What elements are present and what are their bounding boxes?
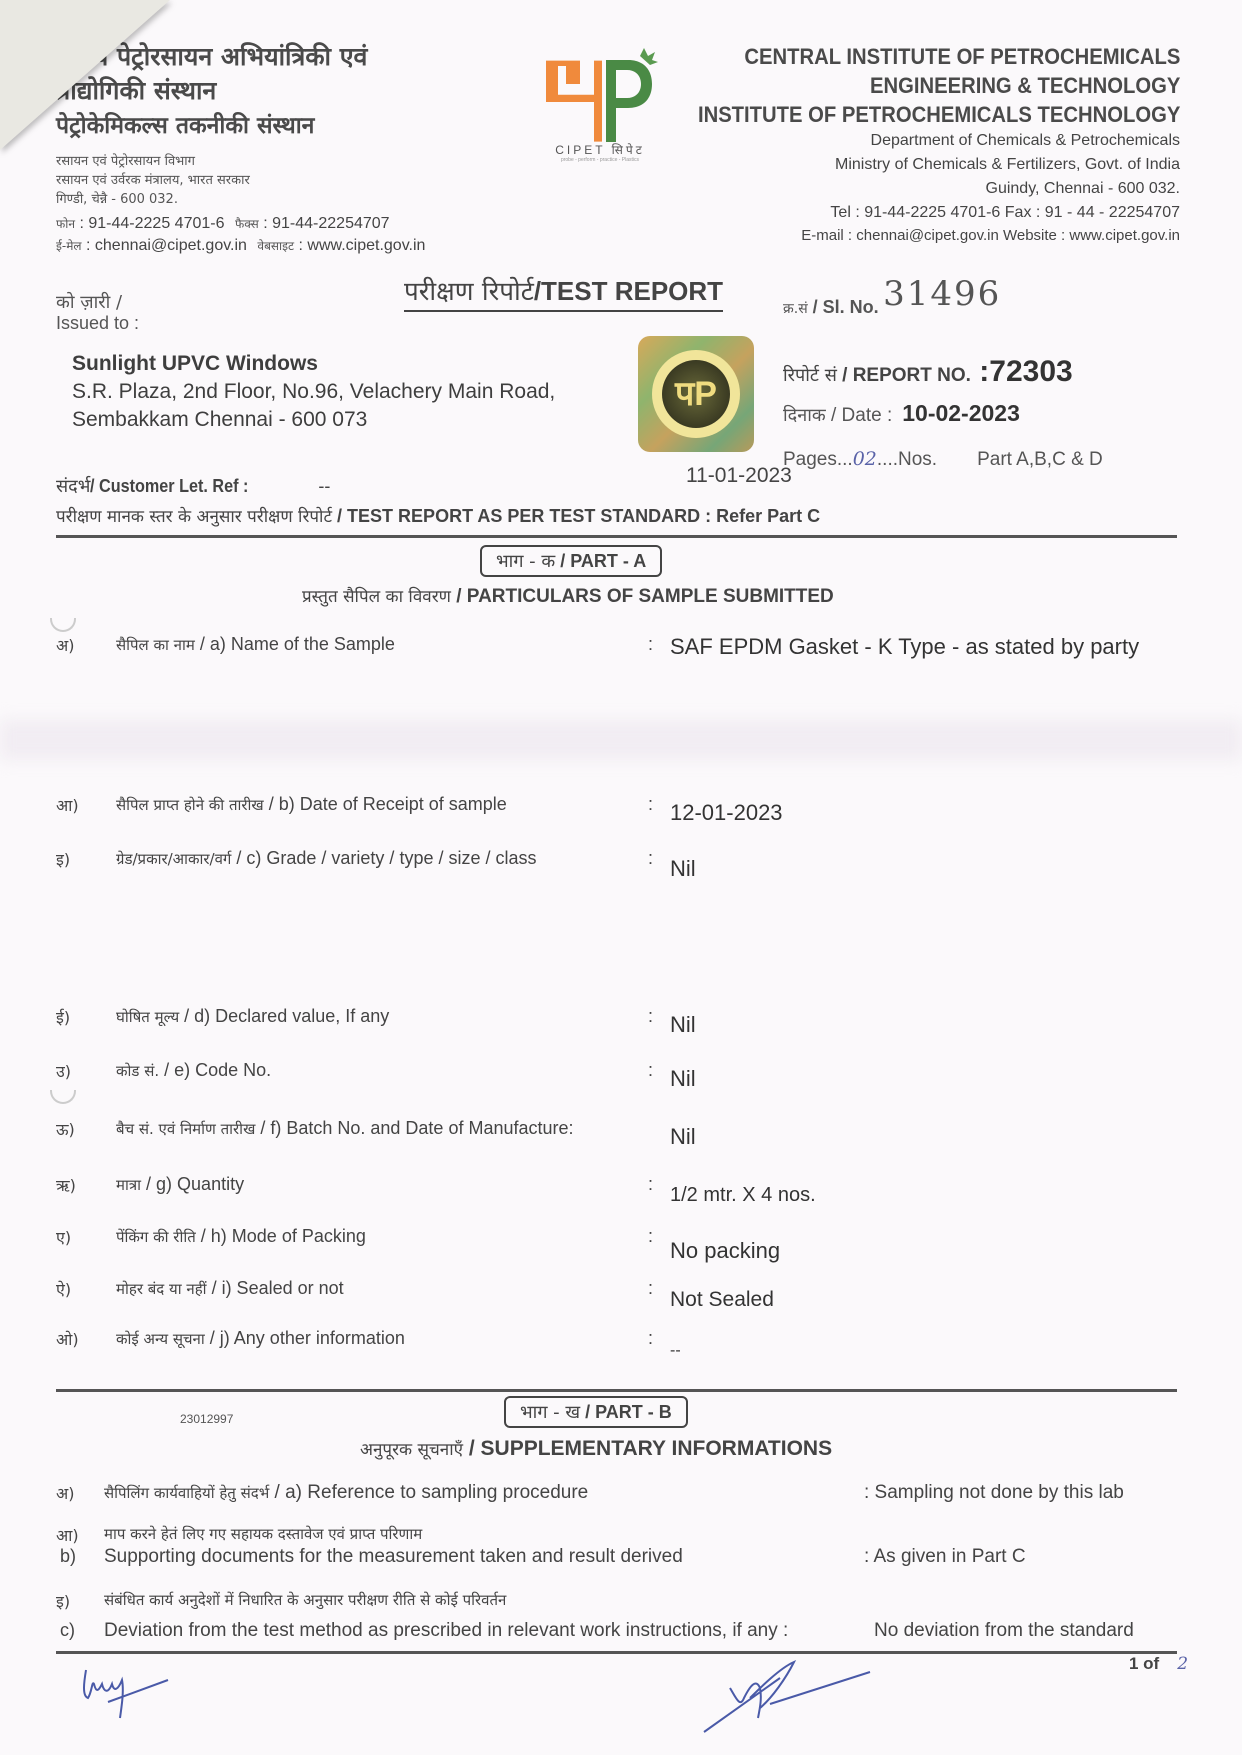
signature-right-icon <box>700 1658 880 1738</box>
issued-to-english: Issued to : <box>56 313 140 333</box>
row-value: : As given in Part C <box>864 1546 1026 1567</box>
row-label-en: / g) Quantity <box>141 1174 245 1194</box>
report-no-label-hi: रिपोर्ट सं <box>783 365 837 386</box>
sl-no-label-en: / Sl. No. <box>807 297 879 317</box>
customer-ref-label-en: / Customer Let. Ref : <box>90 476 249 496</box>
pages-prefix: Pages... <box>783 449 853 470</box>
part-b-badge-hi: भाग - ख <box>520 1402 581 1423</box>
customer-name: Sunlight UPVC Windows <box>72 352 318 375</box>
sl-no-value: 31496 <box>883 274 1002 314</box>
row-label-en: / j) Any other information <box>204 1328 405 1348</box>
sample-row-grade: इ) ग्रेड/प्रकार/आकार/वर्ग / c) Grade / variety / type / size / class : Nil <box>56 848 696 881</box>
standard-label-en: / TEST REPORT AS PER TEST STANDARD : Refer Part C <box>332 506 821 526</box>
row-index: ई) <box>56 1008 71 1027</box>
row-label-hi: सैपिल प्राप्त होने की तारीख <box>116 796 264 814</box>
sample-row-receipt-date: आ) सैपिल प्राप्त होने की तारीख / b) Date of Receipt of sample : 12-01-2023 <box>56 794 783 825</box>
phone-label-hi: फोन <box>56 217 76 231</box>
phone-hi: : 91-44-2225 4701-6 <box>79 215 225 232</box>
divider <box>56 535 1177 538</box>
cipet-logo-icon <box>540 48 660 148</box>
english-tel-fax: Tel : 91-44-2225 4701-6 Fax : 91 - 44 - 22254707 <box>830 204 1180 221</box>
row-value: Nil <box>670 1012 696 1037</box>
part-a-title <box>302 584 834 608</box>
row-value: No deviation from the standard <box>874 1620 1134 1641</box>
sample-row-declared-value: ई) घोषित मूल्य / d) Declared value, If any : Nil <box>56 1006 696 1037</box>
divider <box>56 1389 1177 1392</box>
date-label-hi: दिनाक <box>783 405 826 426</box>
document-code: 23012997 <box>180 1412 234 1426</box>
row-label-en: / b) Date of Receipt of sample <box>263 794 507 814</box>
row-index: ऋ) <box>56 1176 76 1195</box>
row-label-en: / d) Declared value, If any <box>179 1006 390 1026</box>
row-index: अ) <box>56 1484 75 1503</box>
part-b-badge-en: / PART - B <box>580 1402 672 1422</box>
customer-address-line-2: Sembakkam Chennai - 600 073 <box>72 408 368 431</box>
row-index: इ) <box>56 1592 71 1611</box>
scan-shadow-band <box>0 720 1242 760</box>
row-label-hi: सैपिलिंग कार्यवाहियों हेतु संदर्भ <box>104 1484 270 1502</box>
hindi-dept-line-1: रसायन एवं पेट्रोरसायन विभाग <box>56 154 195 169</box>
row-index-en: b) <box>60 1546 77 1566</box>
row-value: Nil <box>670 1066 696 1091</box>
parts-list: Part A,B,C & D <box>977 449 1103 470</box>
row-value: SAF EPDM Gasket - K Type - as stated by party <box>670 634 1140 659</box>
customer-ref-label-hi: संदर्भ <box>56 476 91 497</box>
hindi-dept-line-2: रसायन एवं उर्वरक मंत्रालय, भारत सरकार <box>56 173 250 188</box>
row-label-en: / i) Sealed or not <box>206 1278 344 1298</box>
pages-info <box>783 448 1103 471</box>
row-index: आ) <box>56 796 79 815</box>
fax-hi: : 91-44-22254707 <box>263 215 390 232</box>
row-index: ओ) <box>56 1330 79 1349</box>
hologram-logo-icon: पP <box>662 360 730 428</box>
row-label-hi: कोड सं. <box>116 1062 160 1080</box>
english-dept-line-1: Department of Chemicals & Petrochemicals <box>870 132 1180 149</box>
email-hi: : chennai@cipet.gov.in <box>86 237 247 254</box>
row-value: Not Sealed <box>670 1288 774 1311</box>
part-a-title-hi: प्रस्तुत सैपिल का विवरण <box>302 587 451 607</box>
customer-address-line-1: S.R. Plaza, 2nd Floor, No.96, Velachery Main Road, <box>72 380 556 403</box>
row-label-hi: पेंकिंग की रीति <box>116 1228 196 1246</box>
sample-row-name: अ) सैपिल का नाम / a) Name of the Sample : SAF EPDM Gasket - K Type - as stated by party <box>56 634 1186 664</box>
row-value: 12-01-2023 <box>670 800 783 825</box>
row-index: उ) <box>56 1062 72 1081</box>
issued-to-hindi: को ज़ारी / <box>56 292 123 313</box>
row-value: No packing <box>670 1238 781 1263</box>
part-b-title <box>360 1437 832 1461</box>
title-hindi: परीक्षण रिपोर्ट <box>404 277 534 307</box>
report-no-value: :72303 <box>970 355 1073 388</box>
hindi-dept-line-3: गिण्डी, चेन्नै - 600 032. <box>56 192 178 207</box>
customer-letter-date: 11-01-2023 <box>686 464 792 487</box>
email-label-hi: ई-मेल <box>56 239 82 253</box>
hindi-name-line-2: प्रौद्योगिकी संस्थान <box>56 76 217 105</box>
row-index: ए) <box>56 1228 72 1247</box>
hindi-name-line-3: पेट्रोकेमिकल्स तकनीकी संस्थान <box>56 113 315 139</box>
row-label-en: / a) Reference to sampling procedure <box>269 1482 589 1503</box>
row-label-hi: संबंधित कार्य अनुदेशों में निधारित के अनुसार परीक्षण रीति से कोई परिवर्तन <box>104 1591 507 1609</box>
row-label-hi: माप करने हेतं लिए गए सहायक दस्तावेज एवं प्राप्त परिणाम <box>104 1525 423 1543</box>
row-value: -- <box>670 1342 681 1359</box>
row-label-en: / h) Mode of Packing <box>195 1226 366 1246</box>
signature-left-icon <box>78 1662 178 1722</box>
part-b-title-en: / SUPPLEMENTARY INFORMATIONS <box>463 1437 833 1460</box>
customer-ref <box>56 474 330 498</box>
sample-row-other-info: ओ) कोई अन्य सूचना / j) Any other information : -- <box>56 1328 681 1359</box>
page-label: 1 of <box>1129 1654 1160 1673</box>
scan-mark <box>50 618 76 632</box>
english-email-web: E-mail : chennai@cipet.gov.in Website : www.cipet.gov.in <box>801 227 1180 244</box>
english-dept-line-3: Guindy, Chennai - 600 032. <box>985 180 1180 197</box>
row-label-hi: मात्रा <box>116 1176 142 1194</box>
row-value: 1/2 mtr. X 4 nos. <box>670 1184 816 1206</box>
hindi-department <box>56 152 250 209</box>
sample-row-packing: ए) पेंकिंग की रीति / h) Mode of Packing : No packing <box>56 1226 781 1263</box>
customer-ref-value: -- <box>318 476 331 496</box>
page-number <box>1129 1654 1188 1674</box>
date-label-en: / Date : <box>825 405 893 426</box>
row-value: Nil <box>670 856 696 881</box>
row-label-en: / a) Name of the Sample <box>194 634 395 654</box>
row-index: आ) <box>56 1526 79 1545</box>
logo-tagline: probe - perform - practice - Plastics <box>560 157 640 163</box>
page-title <box>404 272 723 312</box>
report-date <box>783 400 1020 427</box>
part-a-badge-hi: भाग - क <box>496 551 556 572</box>
standard-label-hi: परीक्षण मानक स्तर के अनुसार परीक्षण रिपोर्ट <box>56 507 333 527</box>
page-fold-corner <box>0 0 170 150</box>
report-number <box>783 355 1073 389</box>
pages-handwritten-value: 02 <box>852 448 877 470</box>
english-name-line-1: CENTRAL INSTITUTE OF PETROCHEMICALS <box>744 44 1180 69</box>
sample-row-sealed: ऐ) मोहर बंद या नहीं / i) Sealed or not : Not Sealed <box>56 1278 774 1311</box>
row-index: अ) <box>56 636 75 655</box>
row-label-en: / f) Batch No. and Date of Manufacture: <box>255 1118 574 1138</box>
report-no-label-en: / REPORT NO. <box>836 365 971 386</box>
title-english: /TEST REPORT <box>533 276 724 306</box>
row-label-hi: घोषित मूल्य <box>116 1008 180 1026</box>
customer-block <box>72 350 555 434</box>
logo-wordmark: CIPET सिपेट <box>555 143 645 157</box>
part-a-badge <box>480 545 662 577</box>
part-b-title-hi: अनुपूरक सूचनाएँ <box>360 1440 464 1460</box>
row-label-en: / c) Grade / variety / type / size / class <box>231 848 537 868</box>
english-name-line-2: ENGINEERING & TECHNOLOGY <box>869 73 1180 98</box>
english-name-line-3: INSTITUTE OF PETROCHEMICALS TECHNOLOGY <box>697 102 1180 127</box>
part-a-badge-en: / PART - A <box>555 551 647 571</box>
test-standard <box>56 504 820 527</box>
row-index: इ) <box>56 850 71 869</box>
serial-number <box>783 274 1002 322</box>
web-label-hi: वेबसाइट <box>257 239 295 253</box>
row-label-en: / e) Code No. <box>159 1060 272 1080</box>
row-value: Nil <box>670 1124 696 1149</box>
row-label-hi: बैच सं. एवं निर्माण तारीख <box>116 1120 256 1138</box>
hindi-contact <box>56 213 425 257</box>
fax-label-hi: फैक्स <box>234 217 259 231</box>
row-index-en: c) <box>60 1620 75 1640</box>
scan-mark <box>50 1090 76 1104</box>
hologram-seal <box>638 336 754 452</box>
page-total-handwritten: 2 <box>1177 1654 1189 1674</box>
date-value: 10-02-2023 <box>902 400 1020 426</box>
row-label-hi: मोहर बंद या नहीं <box>116 1280 207 1298</box>
row-label-hi: ग्रेड/प्रकार/आकार/वर्ग <box>116 850 232 868</box>
sample-row-batch <box>56 1118 1186 1148</box>
sample-row-quantity: ऋ) मात्रा / g) Quantity : 1/2 mtr. X 4 nos. <box>56 1174 816 1206</box>
row-label-en: Deviation from the test method as prescribed in relevant work instructions, if any : <box>104 1620 789 1641</box>
hindi-name-line-1: राष्ट्रीय पेट्रोरसायन अभियांत्रिकी एवं <box>56 42 368 71</box>
row-index: ऐ) <box>56 1280 72 1299</box>
institute-name-english <box>656 42 1180 247</box>
sample-row-code-no: उ) कोड सं. / e) Code No. : Nil <box>56 1060 696 1091</box>
row-label-en: Supporting documents for the measurement taken and result derived <box>104 1546 683 1567</box>
divider <box>56 1651 1177 1654</box>
issued-to-label <box>56 292 139 334</box>
row-label-hi: कोई अन्य सूचना <box>116 1330 205 1348</box>
row-index: ऊ) <box>56 1120 75 1139</box>
row-value: : Sampling not done by this lab <box>864 1482 1124 1503</box>
sl-no-label-hi: क्र.सं <box>783 301 808 317</box>
part-a-title-en: / PARTICULARS OF SAMPLE SUBMITTED <box>450 586 834 607</box>
pages-suffix: ....Nos. <box>876 449 938 470</box>
row-label-hi: सैपिल का नाम <box>116 636 195 654</box>
web-hi: : www.cipet.gov.in <box>298 237 426 254</box>
english-dept-line-2: Ministry of Chemicals & Fertilizers, Govt. of India <box>835 156 1180 173</box>
part-b-badge <box>504 1396 688 1428</box>
